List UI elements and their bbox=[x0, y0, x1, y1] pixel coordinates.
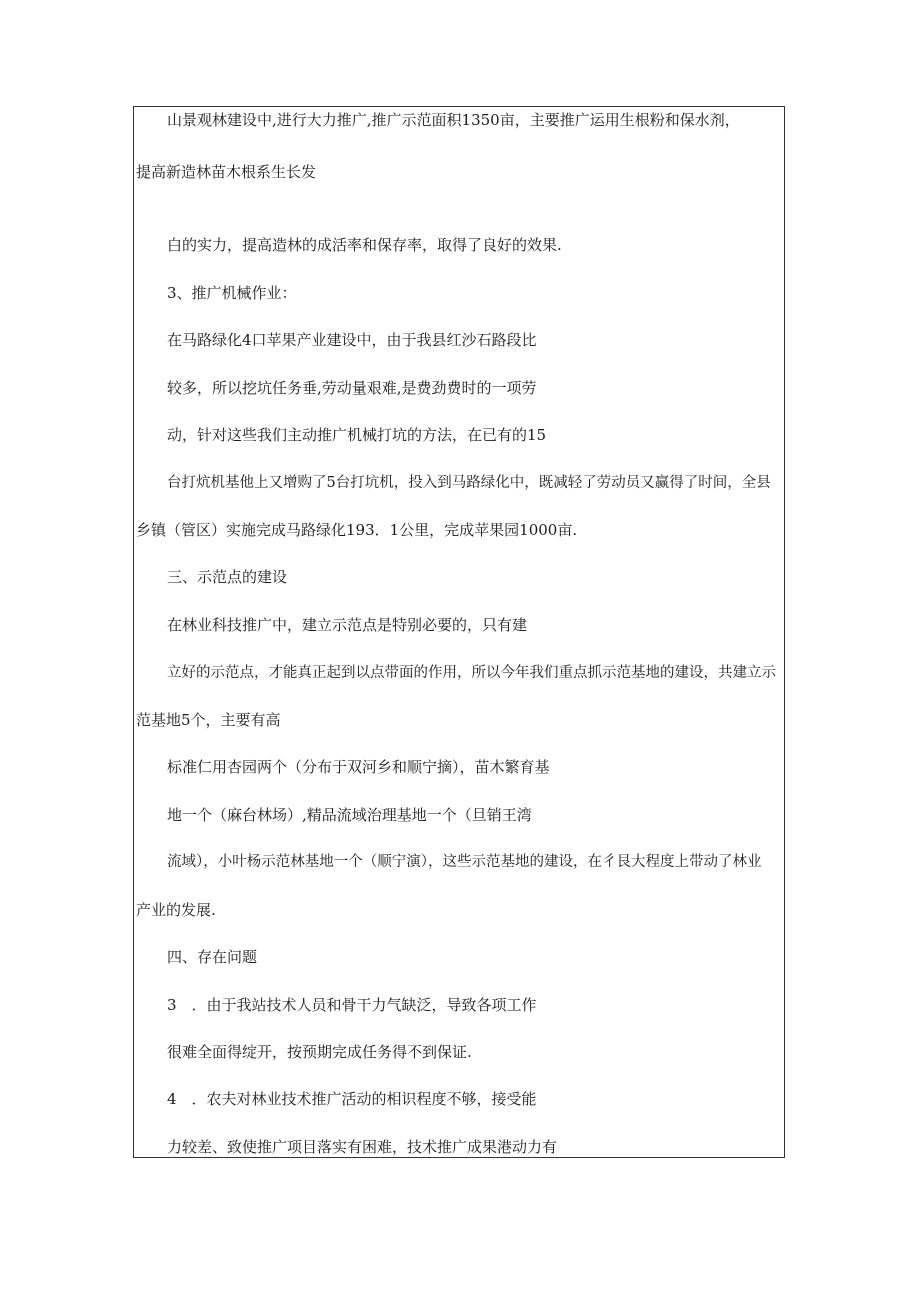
text-line: 力较差、致使推广项目落实有困难，技术推广成果港动力有 bbox=[167, 1138, 558, 1156]
text-line: 台打炕机基他上又增购了5台打坑机，投入到马路绿化中，既减轻了劳动员又赢得了时间，全县 bbox=[167, 475, 771, 491]
section-heading: 3、推广机械作业： bbox=[167, 284, 297, 302]
text-line: 提高新造林苗木根系生长发 bbox=[136, 163, 317, 181]
section-heading: 三、示范点的建设 bbox=[167, 568, 288, 586]
text-line: 流域），小叶杨示范林基地一个（顺宁演），这些示范基地的建设，在彳艮大程度上带动了林业 bbox=[167, 854, 762, 870]
text-line: 白的实力，提高造林的成活率和保存率，取得了良好的效果. bbox=[167, 236, 562, 254]
text-line: 在林业科技推广中，建立示范点是特别必要的，只有建 bbox=[167, 616, 528, 634]
text-line: 较多，所以挖坑任务垂,劳动量艰难,是费劲费时的一项劳 bbox=[167, 379, 537, 397]
section-heading: 四、存在问题 bbox=[167, 948, 258, 966]
text-line: 动，针对这些我们主动推广机械打坑的方法，在已有的15 bbox=[167, 426, 547, 444]
text-line: 立好的示范点，才能真正起到以点带面的作用，所以今年我们重点抓示范基地的建设，共建立示 bbox=[167, 665, 776, 681]
text-line: 乡镇（管区）实施完成马路绿化193．1公里，完成苹果园1000亩. bbox=[136, 521, 578, 539]
text-line: 山景观林建设中,进行大力推广,推广示范面积1350亩，主要推广运用生根粉和保水剂， bbox=[167, 111, 740, 129]
text-line: 4 ．农夫对林业技术推广活动的相识程度不够，接受能 bbox=[167, 1090, 537, 1108]
text-line: 标准仁用杏园两个（分布于双河乡和顺宁摘），苗木繁育基 bbox=[167, 758, 550, 776]
text-line: 很难全面得绽开，按预期完成任务得不到保证. bbox=[167, 1043, 472, 1061]
text-line: 在马路绿化4口苹果产业建设中，由于我县红沙石路段比 bbox=[167, 331, 537, 349]
text-line: 产业的发展. bbox=[136, 901, 216, 919]
text-line: 地一个（麻台林场）,精品流域治理基地一个（旦销王湾 bbox=[167, 806, 532, 824]
text-line: 范基地5个，主要有高 bbox=[136, 711, 281, 729]
text-line: 3 ．由于我站技术人员和骨干力气缺泛，导致各项工作 bbox=[167, 996, 537, 1014]
